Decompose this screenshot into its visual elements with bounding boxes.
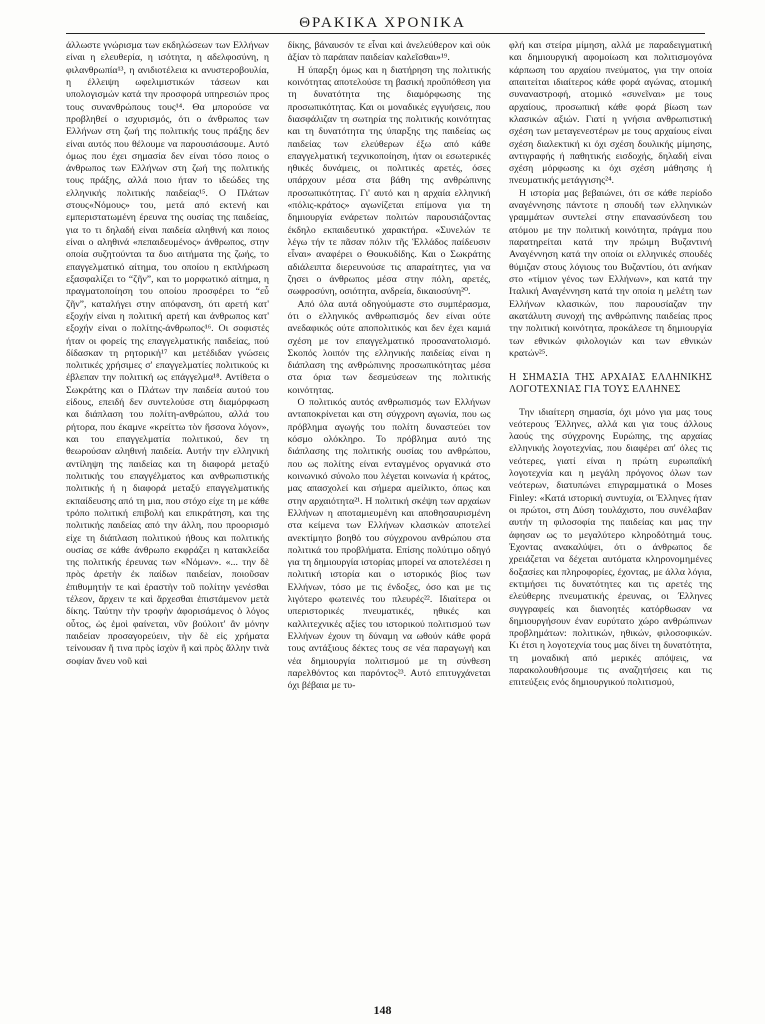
paragraph: δίκης, βάναυσόν τε εἶναι καὶ ἀνελεύθερον καὶ οὐκ ἀξίαν τὸ παράπαν παιδείαν καλεῖσθαι»¹⁹. — [287, 40, 491, 64]
text-columns — [66, 40, 712, 995]
paragraph: άλλωστε γνώρισμα των εκδηλώσεων των Ελλήνων είναι η ελευθερία, η ισότητα, η αδελφοσύνη, η φιλανθρωπία¹³, η ανιδιοτέλεια κι ανυστεροβουλία, η έλλειψη ωφελιμιστικών τάσεων και υπολογισμών κατά την προσφορά υπηρεσιών προς τους συνανθρώπους τους¹⁴. Θα μπορούσε να προβληθεί ο ισχυρισμός, ότι ο άνθρωπος των Ελλήνων στη ζωή της πολιτικής τους πράξης δεν είναι αυτός που θέλουμε να παρουσιάσουμε. Αυτό όμως που έχει σημασία δεν είναι τόσο ποιος ο άνθρωπος των Ελλήνων στη ζωή της πολιτικής τους πράξης, αλλά ποιο ήταν το ιδεώδες της ελληνικής πολιτικής παιδείας¹⁵. Ο Πλάτων στους«Νόμους» του, μετά από εκτενή και εμπεριστατωμένη έρευνα της ουσίας της παιδείας, για το τι δηλαδή είναι παιδεία αληθινή και ποιος είναι ο αληθινά «πεπαιδευμένος» άνθρωπος, στην οποία συζητούνται τα δυο αιτήματα της ζωής, το επαγγελματικό αίτημα, του οποίου η εκπλήρωση εξασφαλίζει το “ζῆν”, και το μορφωτικό αίτημα, η πραγματοποίηση του οποίου προσφέρει το “εὖ ζῆν”, καταλήγει στην απόφανση, ότι αρετή κατ' εξοχήν είναι η πολιτική αρετή και άνθρωπος κατ' εξοχήν είναι ο πολίτης-άνθρωπος¹⁶. Οι σοφιστές ήταν οι φορείς της επαγγελματικής παιδείας, πού δίδασκαν τη ρητορική¹⁷ και μετέδιδαν γνώσεις πολιτικές χρήσιμες σ' επαγγελματίες πολιτικούς κι έβλεπαν την πολιτική ως επάγγελμα¹⁸. Αντίθετα ο Σωκράτης και ο Πλάτων την παιδεία αυτού του είδους, επειδή δεν συντελούσε στη διαμόρφωση και διάπλαση του πολίτη-ανθρώπου, αλλά του ρήτορα, που έκαμνε «κρείττω τὸν ἥσσονα λόγον», και του επαγγελματία πολιτικού, δεν τη θεωρούσαν αληθινή παιδεία. Αυτήν την ελληνική αντίληψη της παιδείας και τη διαφορά μεταξύ πολιτικής του επαγγέλματος και ανθρωπιστικής πολιτικής ή η διαφορά μεταξύ επαγγελματικής εκπαίδευσης από τη μια, που στόχο είχε τη με κάθε τρόπο πολιτική επιβολή και επικράτηση, και της πολιτικής παιδείας από την άλλη, που προορισμό είχε τη διάπλαση πολιτικού ήθους και πολιτικής ουσίας σε κάθε άνθρωπο εκφράζει η κατακλείδα της πολιτικής έρευνας των «Νόμων». «... την δὲ πρὸς ἀρετὴν ἐκ παίδων παιδείαν, ποιοῦσαν ἐπιθυμητήν τε καὶ ἐραστὴν τοῦ πολίτην γενέσθαι τέλεον, ἄρχειν τε καὶ ἄρχεσθαι ἐπιστάμενον μετὰ δίκης. Ταύτην τὴν τροφὴν ἀφορισάμενος ὁ λόγος οὗτος, ὡς ἐμοὶ φαίνεται, νῦν βούλοιτ' ἂν μόνην παιδείαν προσαγορεύειν, τὴν δὲ εἰς χρήματα τείνουσαν ἤ τινα πρὸς ἰσχὺν ἢ καὶ πρὸς ἄλλην τινὰ σοφίαν ἄνευ νοῦ καὶ — [66, 40, 269, 667]
running-header — [0, 14, 765, 32]
paragraph: φλή και στείρα μίμηση, αλλά με παραδειγματική και δημιουργική αφομοίωση και πολιτισμογόνα κάρπωση του αρχαίου πνεύματος, για την οποία απαιτείται ιδιαίτερος κάθε φορά αγώνας, ατομική συναναστροφή, ατομικό «συνεῖναι» με τους αρχαίους, προσωπική κάθε φορά βίωση των κλασικών αξιών. Γιατί η γνήσια ανθρωπιστική σχέση των μεταγενεστέρων με τους αρχαίους είναι σχέση διαλεκτική κι όχι σχέση δουλικής μίμησης, αντιγραφής ή παθητικής εισδοχής, δηλαδή είναι σχέση μόρφωσης κι όχι σχέση μάθησης ή πνευματικής μετάγγισης²⁴. — [509, 40, 712, 187]
column-3 — [509, 40, 712, 995]
column-1 — [66, 40, 269, 995]
header-rule — [66, 33, 705, 34]
paragraph: Ο πολιτικός αυτός ανθρωπισμός των Ελλήνων ανταποκρίνεται και στη σύγχρονη αγωνία, που ως πρόβλημα αγωγής του πολίτη δυναστεύει τον κόσμο ολόκληρο. Το πρόβλημα αυτό της διάπλασης της πολιτικής ουσίας του ανθρώπου, που ως πολίτης είναι ενταγμένος οργανικά στο κοινωνικό σύνολο που λέγεται κοινωνία ή κράτος, μας απασχολεί και σήμερα αμείλικτο, όπως και στην αρχαιότητα²¹. Η πολιτική σκέψη των αρχαίων Ελλήνων η αποταμιευμένη και αποθησαυρισμένη στα κείμενα των Ελλήνων κλασικών αποτελεί ανεκτίμητο βοηθό του σύγχρονου ανθρώπου στα πολιτικά του προβλήματα. Επίσης πολύτιμο οδηγό για τη δημιουργία ιστορίας μπορεί να αποτελέσει η πολιτική ιστορία και ο ιστορικός βίος των Ελλήνων, τόσο με τις ένδοξες, όσο και με τις λιγότερο φωτεινές του πλευρές²². Ιδιαίτερα οι υπεριστορικές πνευματικές, ηθικές και καλλιτεχνικές αξίες του ιστορικού πολιτισμού των Ελλήνων έχουν τη δύναμη να ωθούν κάθε φορά τους αντάξιους δέκτες τους σε νέα παραγωγή και νέα δημιουργία πολιτισμού με τη σύνθεση παρελθόντος και παρόντος²³. Αυτό επιτυγχάνεται όχι βέβαια με τυ- — [287, 397, 491, 692]
paragraph: Την ιδιαίτερη σημασία, όχι μόνο για μας τους νεότερους Έλληνες, αλλά και για τους άλλους λαούς της σύγχρονης Ευρώπης, της αρχαίας ελληνικής λογοτεχνίας, που διαφέρει απ' όλες τις νεότερες, γιατί είναι η πρώτη ευρωπαϊκή λογοτεχνία και η μεγάλη πρόγονος όλων των νεότερων, διατυπώνει επιγραμματικά ο Moses Finley: «Κατά ιστορική συντυχία, οι Έλληνες ήταν οι πρώτοι, στη Δύση τουλάχιστο, που συνέλαβαν αυτήν τη φιλοσοφία της παιδείας και μας την άφησαν ως το μεγαλύτερο κληροδότημά τους. Έχοντας ανακαλύψει, ότι ο άνθρωπος δε χρειάζεται να δέχεται αυτόματα κληρονομημένες δοξασίες και πληροφορίες, έχοντας, με άλλα λόγια, εκτιμήσει τις δυνατότητες και τις αρετές της ελεύθερης πνευματικής έρευνας, οι Έλληνες συγγραφείς και διανοητές κατόρθωσαν να δημιουργήσουν έναν ευρύτατο χώρο ανθρώπινων προβλημάτων: πολιτικών, ηθικών, φιλοσοφικών. Κι έτσι η λογοτεχνία τους μας δίνει τη δυνατότητα, τη μοναδική από μερικές απόψεις, να παρακολουθήσουμε τις αναζητήσεις και τις επιτεύξεις ενός δημιουργικού πολιτισμού, — [509, 406, 712, 689]
paragraph: Από όλα αυτά οδηγούμαστε στο συμπέρασμα, ότι ο ελληνικός ανθρωπισμός δεν είναι ούτε ανεδαφικός ούτε αποπολιτικός και δεν έχει καμιά σχέση με τον επαγγελματικό προσανατολισμό. Σκοπός λοιπόν της ελληνικής παιδείας είναι η διάπλαση της ανθρώπινης προσωπικότητας μέσα στα όρια των δεσμεύσεων της πολιτικής κοινότητας. — [287, 298, 491, 396]
paragraph: Η ύπαρξη όμως και η διατήρηση της πολιτικής κοινότητας αποτελούσε τη βασική προϋπόθεση για τη δυνατότητα της διαμόρφωσης της προσωπικότητας. Και οι μοναδικές εγγυήσεις, που διασφάλιζαν τη σωτηρία της πολιτικής κοινότητας και τη δυνατότητα της ύπαρξης της παιδείας ως παιδείας των ελεύθερων έξω από κάθε επαγγελματική τεχνικοποίηση, ήταν οι εσωτερικές ηθικές δυνάμεις, οι πολιτικές αρετές, όσες υπάρχουν μέσα στα βάθη της ανθρώπινης προσωπικότητας. Γι' αυτό και η αρχαία ελληνική «πόλις-κράτος» αγωνίζεται επίμονα για τη δημιουργία ενάρετων πολιτών παρουσιάζοντας έκδηλο εκπαιδευτικό χαρακτήρα. «Συνελών τε λέγω τήν τε πᾶσαν πόλιν τῆς Ἑλλάδος παίδευσιν εἶναι» αναφέρει ο Θουκυδίδης. Και ο Σωκράτης αδιάλειπτα διερευνούσε τις απαραίτητες, για να ζησει ο άνθρωπος μέσα στην πόλη, αρετές, σωφροσύνη, οσιότητα, ανδρεία, δικαιοσύνη²⁰. — [287, 64, 491, 298]
paragraph: Η ιστορία μας βεβαιώνει, ότι σε κάθε περίοδο αναγέννησης πάντοτε η σπουδή των ελληνικών γραμμάτων συντελεί στην επανασύνδεση του ατόμου με την πολιτική κοινότητα, πράγμα που παρατηρείται κατά την πρώιμη Βυζαντινή Αναγέννηση κατά την οποία οι ελληνικές σπουδές θύμιζαν στους λόγιους του Βυζαντίου, ότι ανήκαν στο «τίμιον γένος των Ελλήνων», και κατά την Ιταλική Αναγέννηση κατά την οποία η μελέτη των Ελλήνων κλασικών, που παρουσίαζαν την ακατάλυτη συνοχή της ανθρώπινης παιδείας προς την πολιτική κοινότητα, προκάλεσε τη δημιουργία των εθνικών φιλολογιών και των εθνικών κρατών²⁵. — [509, 187, 712, 359]
journal-title: ΘΡΑΚΙΚΑ ΧΡΟΝΙΚΑ — [299, 15, 466, 31]
section-heading: Η ΣΗΜΑΣΙΑ ΤΗΣ ΑΡΧΑΙΑΣ ΕΛΛΗΝΙΚΗΣ ΛΟΓΟΤΕΧΝΙΑΣ ΓΙΑ ΤΟΥΣ ΕΛΛΗΝΕΣ — [509, 372, 712, 396]
column-2 — [288, 40, 491, 995]
page-number: 148 — [373, 1003, 392, 1017]
